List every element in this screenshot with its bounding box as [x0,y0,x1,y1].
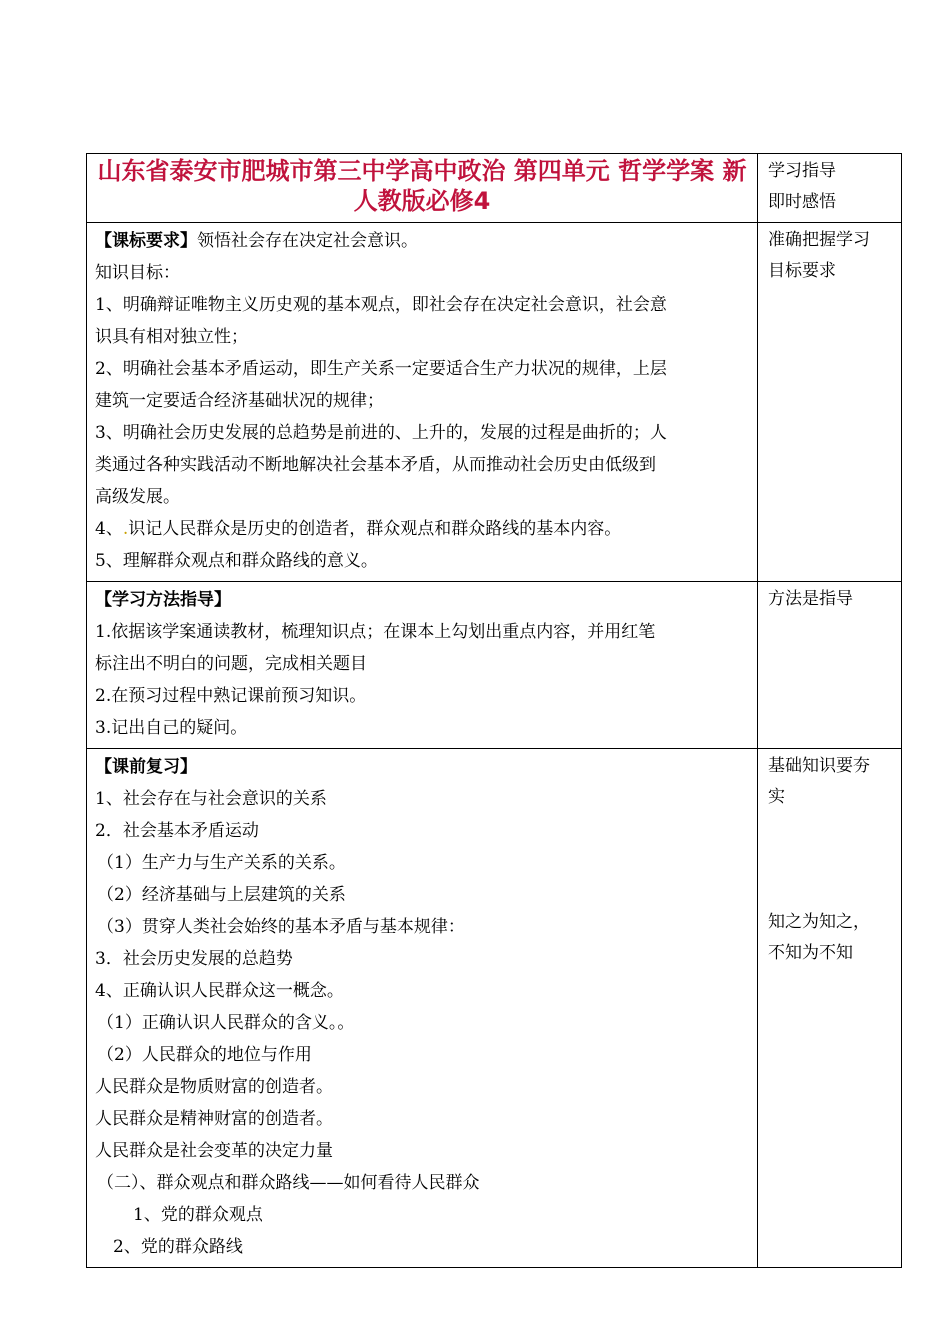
text-line: 人民群众是社会变革的决定力量 [95,1141,333,1161]
text-line: 人民群众是精神财富的创造者。 [95,1109,333,1129]
header-row [87,154,902,223]
header-side-cell [758,154,902,223]
text-line: 3．社会历史发展的总趋势 [95,949,293,969]
side-note: 知之为知之， [768,912,870,932]
study-plan-table [86,153,902,1268]
objective-4-dot: . [122,519,129,539]
text-line: 1、社会存在与社会意识的关系 [95,789,327,809]
text-line: 标注出不明白的问题，完成相关题目 [95,654,367,674]
side-note: 方法是指导 [768,589,853,609]
objective-5-line: 5、理解群众观点和群众路线的意义。 [95,551,378,571]
text-line: 建筑一定要适合经济基础状况的规律； [95,391,384,411]
method-row [87,582,902,749]
text-line: （1）生产力与生产关系的关系。 [97,853,346,873]
side-note: 实 [768,787,785,807]
review-row [87,749,902,1268]
curriculum-cell [87,223,758,582]
method-side-cell [758,582,902,749]
curriculum-side-cell [758,223,902,582]
text-line: 1、党的群众观点 [133,1205,263,1225]
review-side-cell [758,749,902,1268]
side-note: 基础知识要夯 [768,756,870,776]
text-line: 4、正确认识人民群众这一概念。 [95,981,344,1001]
text-line: 1.依据该学案通读教材，梳理知识点；在课本上勾划出重点内容，并用红笔 [95,622,656,642]
text-line: 2.在预习过程中熟记课前预习知识。 [95,686,367,706]
text-line: 类通过各种实践活动不断地解决社会基本矛盾，从而推动社会历史由低级到 [95,455,656,475]
curriculum-heading: 【课标要求】 [95,231,197,251]
text-line: 高级发展。 [95,487,180,507]
side-label-guide: 学习指导 [768,161,836,181]
curriculum-row [87,223,902,582]
text-line: 2、党的群众路线 [113,1237,243,1257]
side-label-reflection: 即时感悟 [768,192,836,212]
objective-4-prefix: 4、 [95,519,123,539]
side-note: 准确把握学习 [768,230,870,250]
text-line: （3）贯穿人类社会始终的基本矛盾与基本规律： [97,917,465,937]
text-line: 人民群众是物质财富的创造者。 [95,1077,333,1097]
side-note: 目标要求 [768,261,836,281]
objective-4-text: 识记人民群众是历史的创造者，群众观点和群众路线的基本内容。 [128,519,622,539]
text-line: 3.记出自己的疑问。 [95,718,248,738]
method-cell [87,582,758,749]
text-line: （二）、群众观点和群众路线——如何看待人民群众 [97,1173,480,1193]
curriculum-heading-line [95,225,749,257]
text-line: 2、明确社会基本矛盾运动，即生产关系一定要适合生产力状况的规律，上层 [95,359,667,379]
review-heading: 【课前复习】 [95,757,197,777]
text-line: （2）人民群众的地位与作用 [97,1045,312,1065]
text-line: 识具有相对独立性； [95,327,248,347]
text-line: （1）正确认识人民群众的含义。。 [97,1013,355,1033]
side-spacer [768,813,893,907]
text-line: 3、明确社会历史发展的总趋势是前进的、上升的，发展的过程是曲折的；人 [95,423,667,443]
document-title: 山东省泰安市肥城市第三中学高中政治 第四单元 哲学学案 新人教版必修4 [97,157,747,215]
review-cell [87,749,758,1268]
text-line: 知识目标： [95,263,180,283]
curriculum-heading-rest: 领悟社会存在决定社会意识。 [197,231,418,251]
method-heading: 【学习方法指导】 [95,590,231,610]
objective-4-line [95,513,749,545]
text-line: 1、明确辩证唯物主义历史观的基本观点，即社会存在决定社会意识，社会意 [95,295,667,315]
side-note: 不知为不知 [768,943,853,963]
text-line: （2）经济基础与上层建筑的关系 [97,885,346,905]
title-cell [87,154,758,223]
text-line: 2．社会基本矛盾运动 [95,821,259,841]
